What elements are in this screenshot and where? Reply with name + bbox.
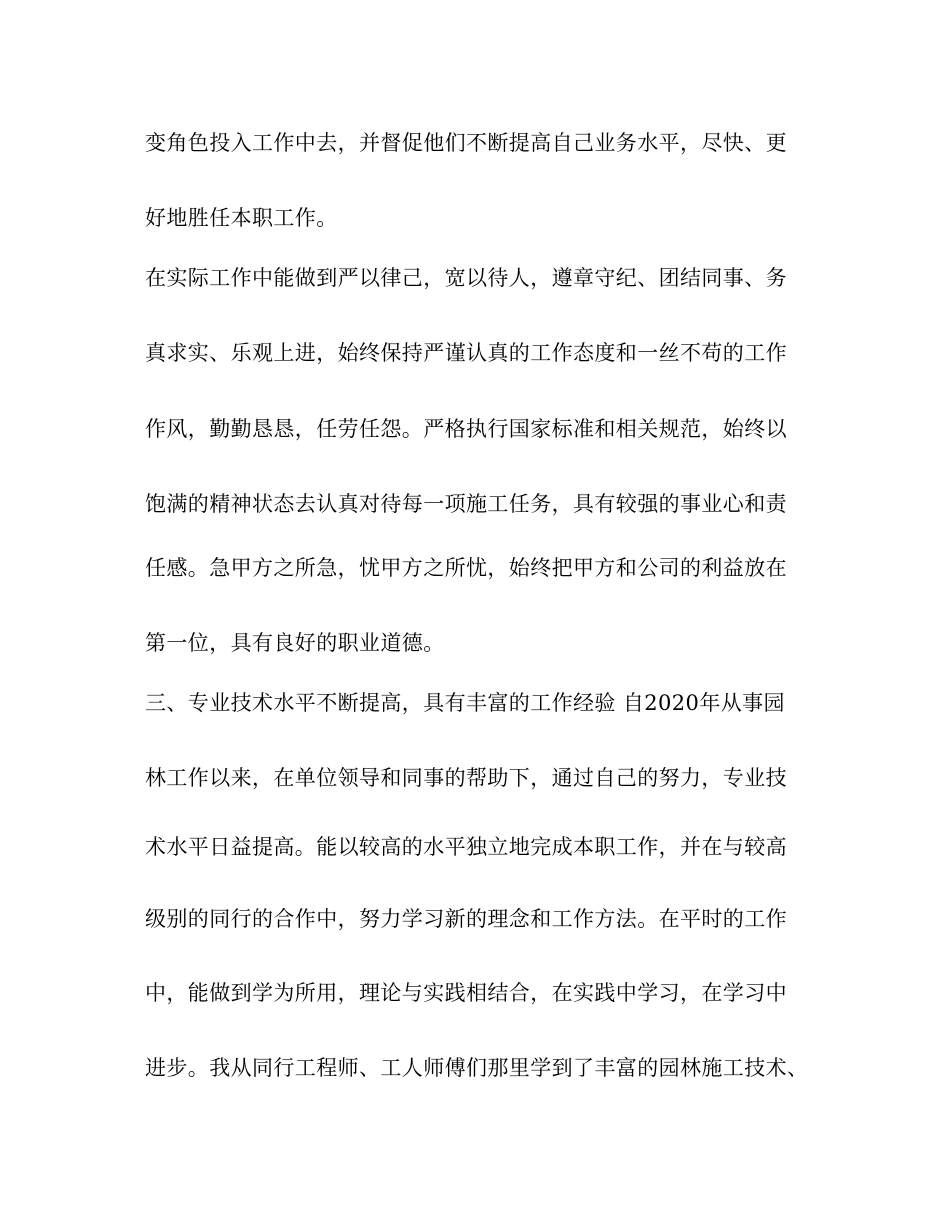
text-line-8: 第一位，具有良好的职业道德。	[145, 631, 445, 655]
text-line-14: 进步。我从同行工程师、工人师傅们那里学到了丰富的园林施工技术、	[145, 1056, 809, 1080]
text-line-1: 变角色投入工作中去，并督促他们不断提高自己业务水平，尽快、更	[145, 131, 787, 155]
text-line-12: 级别的同行的合作中，努力学习新的理念和工作方法。在平时的工作	[145, 907, 787, 931]
text-line-9: 三、专业技术水平不断提高，具有丰富的工作经验 自2020年从事园	[145, 691, 785, 715]
text-line-11: 术水平日益提高。能以较高的水平独立地完成本职工作，并在与较高	[145, 835, 787, 859]
text-line-13: 中，能做到学为所用，理论与实践相结合，在实践中学习，在学习中	[145, 981, 787, 1005]
text-line-10: 林工作以来，在单位领导和同事的帮助下，通过自己的努力，专业技	[145, 766, 787, 790]
text-line-3: 在实际工作中能做到严以律己，宽以待人，遵章守纪、团结同事、务	[145, 266, 787, 290]
text-line-6: 饱满的精神状态去认真对待每一项施工任务，具有较强的事业心和责	[145, 492, 787, 516]
text-line-5: 作风，勤勤恳恳，任劳任怨。严格执行国家标准和相关规范，始终以	[145, 417, 787, 441]
text-line-7: 任感。急甲方之所急，忧甲方之所忧，始终把甲方和公司的利益放在	[145, 556, 787, 580]
text-line-4: 真求实、乐观上进，始终保持严谨认真的工作态度和一丝不苟的工作	[145, 341, 787, 365]
text-line-2: 好地胜任本职工作。	[145, 206, 338, 230]
